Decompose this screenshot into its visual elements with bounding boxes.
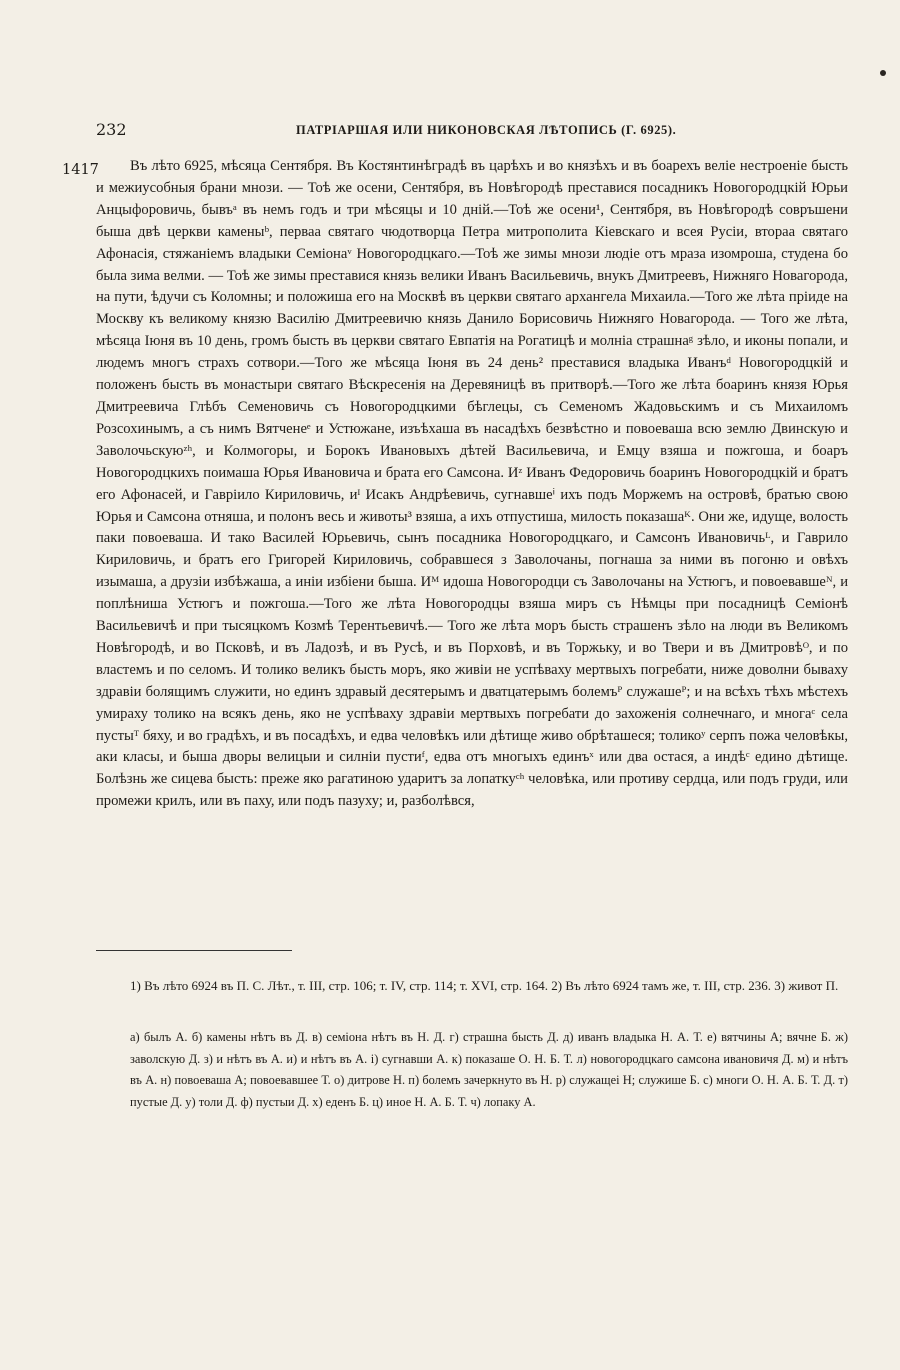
page-header: [96, 120, 850, 144]
chronicle-paragraph: Въ лѣто 6925, мѣсяца Сентября. Въ Костянтинѣградѣ въ царѣхъ и во князѣхъ и въ боарехъ веліе нестроеніе бысть и межиусобныя брани мнози. — Тоѣ же осени, Сентября, въ Новѣгородѣ преставися посадникъ Новогородцкій Юрьи Анцыфоровичь, бывъᵃ въ немъ годъ и три мѣсяцы и 10 дній.—Тоѣ же осени¹, Сентября, въ Новѣгородѣ совръшени быша двѣ церкви каменыᵇ, перваа святаго чюдотворца Петра митрополита Кіевскаго и всея Русіи, втораа святаго Афонасія, стяжаніемъ владыки Семіонаᵛ Новогородцкаго.—Тоѣ же зимы мнози людіе отъ мраза изомроша, студена бо была зима велми. — Тоѣ же зимы преставися князь велики Иванъ Васильевичь, внукъ Дмитреевъ, Нижняго Новагорода, на пути, ѣдучи съ Коломны; и положиша его на Москвѣ въ церкви святаго архангела Михаила.—Того же лѣта пріиде на Москву къ великому князю Василію Дмитреевичю князь Данило Борисовичь Нижняго Новагорода. — Того же лѣта, мѣсяца Іюня въ 10 день, громъ бысть въ церкви святаго Евпатія на Рогатицѣ и молніа страшнаᵍ зѣло, и иконы попали, и людемъ многъ страхъ сотвори.—Того же мѣсяца Іюня въ 24 день² преставися владыка Иванъᵈ Новогородцкій и положенъ бысть въ монастыри святаго Вѣскресенія на Деревяницѣ въ притворѣ.—Того же лѣта боаринъ князя Юрья Дмитреевича Глѣбъ Семеновичь съ Новогородцкими бѣглецы, съ Семеномъ Жадовьскимъ и съ Михаиломъ Розсохинымъ, а съ нимъ Вятченеᵉ и Устюжане, изъѣхаша въ насадѣхъ безвѣстно и повоеваша всю землю Двинскую и Заволочьскуюᶻʰ, и Колмогоры, и Борокъ Ивановыхъ дѣтей Васильевича, и Емцу взяша и пожгоша, и боаръ Новогородцкихъ поимаша Юрья Ивановича и брата его Самсона. Иᶻ Иванъ Федоровичь боаринъ Новогородцкій и братъ его Афонасей, и Гавріило Кириловичь, иᴵ Исакъ Андрѣевичь, сугнавшеⁱ ихъ подъ Моржемъ на островѣ, братью свою Юрья и Самсона отняша, и полонъ весь и животы³ взяша, а ихъ отпустиша, милость показашаᴷ. Они же, идуще, волость паки повоеваша. И тако Василей Юрьевичь, сынъ посадника Новогородцкаго, и Самсонъ Ивановичьᴸ, и Гаврило Кириловичь, и братъ его Григорей Кириловичь, собравшеся з Заволочаны, погнаша за ними въ погоню и овѣхъ изымаша, а друзіи избѣжаша, а иніи избіени быша. Иᴹ идоша Новогородци съ Заволочаны на Устюгъ, и повоевавшеᴺ, и поплѣниша Устюгъ и пожгоша.—Того же лѣта Новогородцы взяша миръ съ Нѣмцы при посадницѣ Семіонѣ Васильевичѣ и при тысяцкомъ Козмѣ Терентьевичѣ.— Того же лѣта моръ бысть страшенъ зѣло на люди въ Великомъ Новѣгородѣ, и во Псковѣ, и въ Ладозѣ, и въ Русѣ, и въ Порховѣ, и въ Торжьку, и во Твери и въ Дмитровѣᴼ, и по властемъ и по селомъ. И толико великъ бысть моръ, яко живіи не успѣваху мертвыхъ погребати, ниже доволни бываху здравіи болящимъ служити, но единъ здравый десятерымъ и дватцатерымъ болемъᴾ служашеᴾ; и на всѣхъ тѣхъ мѣстехъ умираху толико на всякъ день, яко не успѣваху здравіи мертвыхъ погребати до захоженія солнечнаго, и многаᶜ села пустыᵀ бяху, и во градѣхъ, и въ посадѣхъ, и едва человѣкъ или дѣтище живо обрѣташеся; толикоʸ серпъ пожа человѣкы, аки класы, и быша дворы велицыи и силніи пустиᶠ, едва отъ многыхъ единъˣ или два остася, а индѣᶜ едино дѣтище. Болѣзнь же сицева бысть: преже яко рагатиною ударитъ за лопаткуᶜʰ человѣка, или противу сердца, или подъ груди, или промежи крилъ, или въ паху, или подъ пазуху; и, разболѣвся,: [96, 158, 848, 810]
page-number: 232: [96, 120, 127, 139]
source-footnotes: [130, 975, 848, 996]
source-footnote-text: 1) Въ лѣто 6924 въ П. С. Лѣт., т. III, стр. 106; т. IV, стр. 114; т. XVI, стр. 164. 2) Въ лѣто 6924 тамъ же, т. III, стр. 236. 3) живот П.: [130, 978, 839, 993]
variant-footnotes: [130, 1027, 848, 1113]
footnote-rule: [96, 950, 292, 951]
ink-dot: [880, 70, 886, 76]
running-title: ПАТРІАРШАЯ ИЛИ НИКОНОВСКАЯ ЛѢТОПИСЬ (Г. 6925).: [296, 123, 677, 137]
chronicle-text: [96, 156, 848, 813]
margin-year: 1417: [62, 162, 99, 178]
variant-footnote-text: а) былъ А. б) камены нѣтъ въ Д. в) семіона нѣтъ въ Н. Д. г) страшна бысть Д. д) иванъ владыка Н. А. Т. е) вятчины А; вячне Б. ж) заволскую Д. з) и нѣтъ въ А. и) и нѣтъ въ А. і) сугнавши А. к) показаше О. Н. Б. Т. л) новогородцкаго самсона ивановичя Д. м) и нѣтъ въ А. н) повоеваша А; повоевавшее Т. о) дитрове Н. п) болемъ зачеркнуто въ Н. р) служащеі Н; служише Б. с) многи О. Н. А. Б. Т. Д. т) пустые Д. у) толи Д. ф) пустыи Д. х) еденъ Б. ц) иное Н. А. Б. Т. ч) лопаку А.: [130, 1030, 848, 1109]
